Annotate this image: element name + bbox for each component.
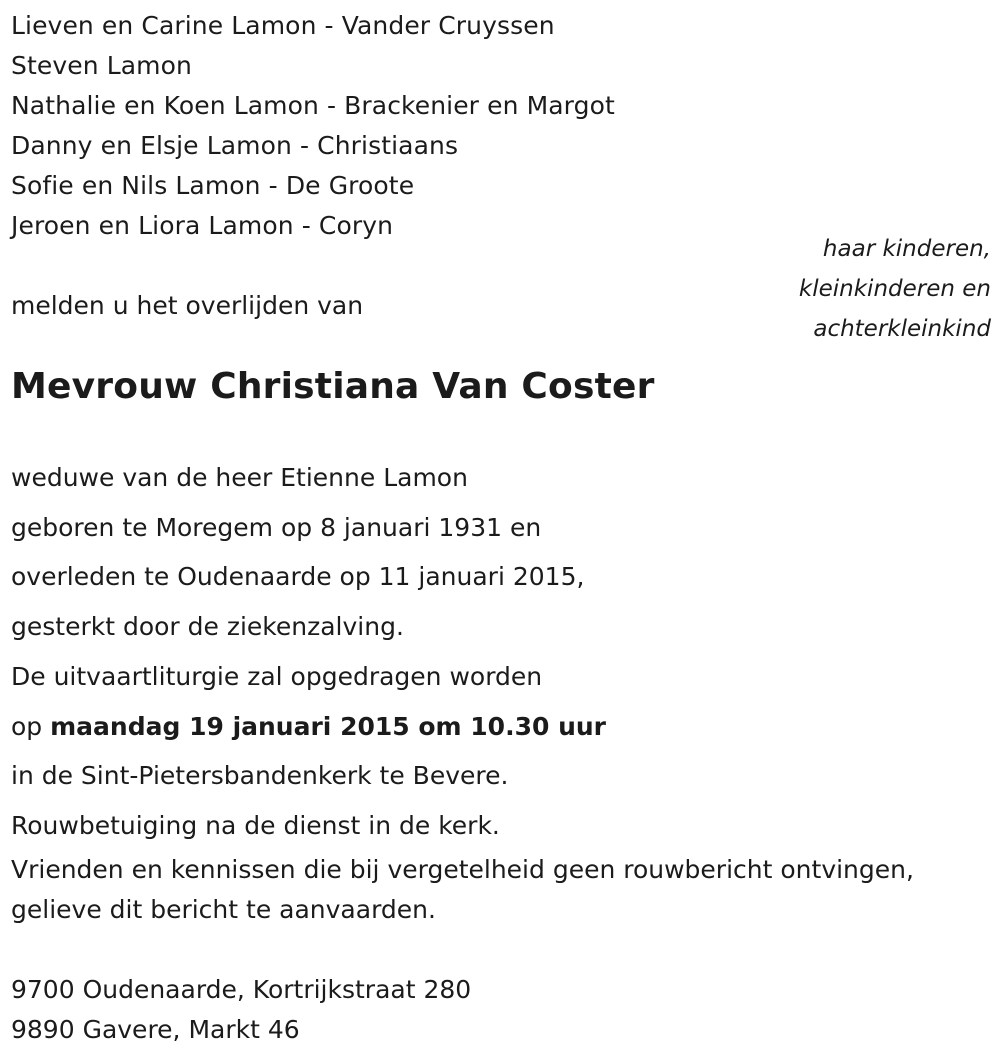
friends-notice — [11, 850, 914, 930]
friends-notice-line: Vrienden en kennissen die bij vergetelheid geen rouwbericht ontvingen, — [11, 855, 914, 884]
address-list — [11, 970, 471, 1050]
widow-of-line: weduwe van de heer Etienne Lamon — [11, 463, 468, 492]
details-block — [11, 453, 606, 851]
family-line: Steven Lamon — [11, 51, 192, 80]
family-line: Danny en Elsje Lamon - Christiaans — [11, 131, 459, 160]
liturgy-prefix: op — [11, 711, 43, 741]
family-list — [11, 6, 615, 246]
family-line: Nathalie en Koen Lamon - Brackenier en Margot — [11, 91, 615, 120]
announcement-text: melden u het overlijden van — [11, 291, 364, 320]
family-line: Sofie en Nils Lamon - De Groote — [11, 171, 415, 200]
relation-line: achterkleinkind — [813, 316, 991, 342]
condolences-line: Rouwbetuiging na de dienst in de kerk. — [11, 810, 500, 840]
liturgy-intro-line: De uitvaartliturgie zal opgedragen worden — [11, 661, 543, 691]
relation-line: kleinkinderen en — [798, 276, 991, 302]
family-line: Jeroen en Liora Lamon - Coryn — [11, 211, 394, 240]
address-line: 9890 Gavere, Markt 46 — [11, 1015, 300, 1044]
deceased-name: Mevrouw Christiana Van Coster — [11, 366, 655, 407]
address-line: 9700 Oudenaarde, Kortrijkstraat 280 — [11, 975, 472, 1004]
birth-line: geboren te Moregem op 8 januari 1931 en — [11, 512, 542, 542]
friends-notice-line: gelieve dit bericht te aanvaarden. — [11, 895, 436, 924]
sacrament-line: gesterkt door de ziekenzalving. — [11, 612, 404, 642]
relation-line: haar kinderen, — [822, 236, 991, 262]
liturgy-datetime-line — [11, 702, 606, 752]
death-line: overleden te Oudenaarde op 11 januari 2015, — [11, 562, 585, 592]
liturgy-datetime: maandag 19 januari 2015 om 10.30 uur — [50, 711, 606, 741]
church-line: in de Sint-Pietersbandenkerk te Bevere. — [11, 761, 509, 791]
family-line: Lieven en Carine Lamon - Vander Cruyssen — [11, 11, 555, 40]
relation-text — [799, 229, 991, 349]
